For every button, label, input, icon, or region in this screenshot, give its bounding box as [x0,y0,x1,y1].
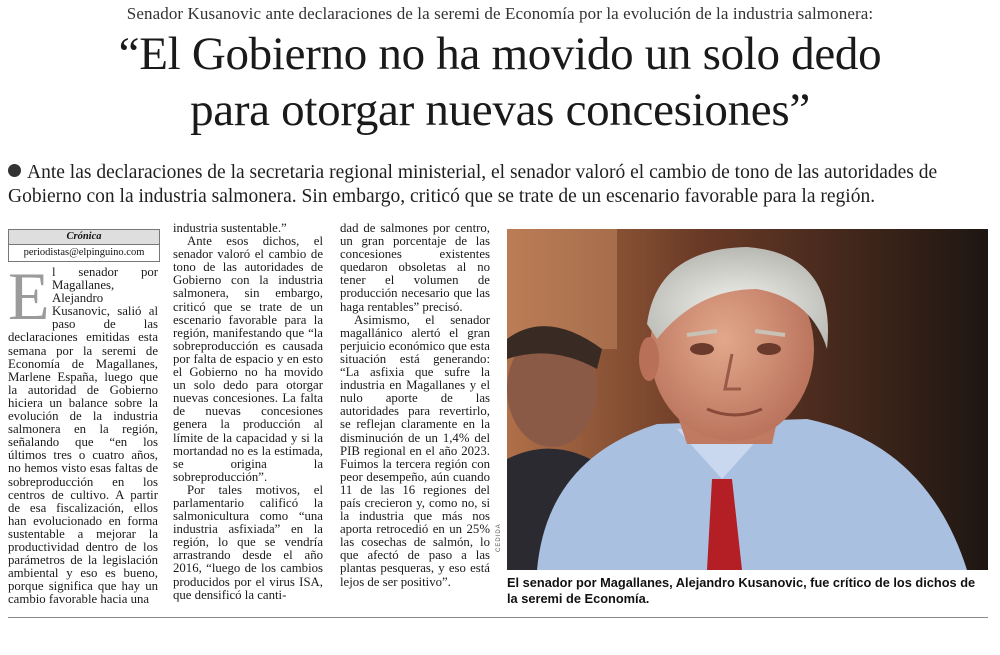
body-paragraph: Asimismo, el senador magallánico alertó el gran perjuicio económico que esta situación está generando: “La asfixia que sufre la industria en Magallanes y el nulo aporte de las autoridades para revertirlo, se reflejan claramente en la disminución de un 1,4% del PIB regional en el año 2023. Fuimos la tercera región con peor desempeño, aún cuando 11 de las 16 regiones del país crecieron y, como no, si la industria que más nos aporta retrocedió en un 25% las cosechas de salmón, lo que afectó de paso a las plantas pesqueras, y eso está lejos de ser positivo”. [340,312,490,589]
body-column-3 [340,222,490,612]
body-paragraph: dad de salmones por centro, un gran porcentaje de las concesiones existentes quedaron obsoletas al no tener el volumen de producción necesario que las haga rentables” precisó. [340,222,490,314]
byline-box [8,229,160,262]
body-paragraph: l senador por Magallanes, Alejandro Kusanovic, salió al paso de las declaraciones emitidas esta semana por la seremi de Economía de Magallanes, Marlene España, luego que la autoridad de Gobierno hiciera un balance sobre la evolución de la industria salmonera en la región, señalando que “en los últimos tres o cuatro años, no hemos visto esas faltas de sobreproducción en los centros de cultivo. A partir de esa fiscalización, ellos han evolucionado en forma sustentable a mejorar la productividad dentro de los parámetros de la legislación ambiental y eso es bueno, porque significa que hay un cambio favorable hacia una [8,266,158,607]
senator-photo [507,229,988,570]
headline [0,26,1000,139]
bottom-rule [8,617,988,618]
body-paragraph: Ante esos dichos, el senador valoró el cambio de tono de las autoridades de Gobierno con la industria salmonera, sin embargo, criticó que se trate de un escenario favorable para la región, manifestando que “la sobreproducción es causada por falta de espacio y en esto el Gobierno no ha movido un solo dedo para otorgar nuevas concesiones. La falta de nuevas concesiones genera la producción al límite de la capacidad y si la mortandad no es la estimada, se origina la sobreproducción”. [173,234,323,484]
section-label: Crónica [9,230,159,245]
body-paragraph: industria sustentable.” [173,222,287,235]
author-email: periodistas@elpinguino.com [23,247,145,258]
body-column-1 [8,266,158,612]
bullet-icon [8,164,21,177]
kicker: Senador Kusanovic ante declaraciones de la seremi de Economía por la evolución de la industria salmonera: [126,4,874,23]
photo-credit: CEDIDA [496,523,502,552]
headline-line-2: para otorgar nuevas concesiones” [190,84,810,137]
body-column-2 [173,222,323,612]
photo-caption: El senador por Magallanes, Alejandro Kusanovic, fue crítico de los dichos de la seremi de Economía. [507,575,976,606]
lead-text: Ante las declaraciones de la secretaria regional ministerial, el senador valoró el cambio de tono de las autoridades de Gobierno con la industria salmonera. Sin embargo, criticó que se trate de un escenario favorable para la región. [8,162,938,207]
headline-line-1: “El Gobierno no ha movido un solo dedo [118,28,882,80]
dropcap: E [8,266,50,334]
lead-paragraph [8,161,988,209]
body-paragraph: Por tales motivos, el parlamentario calificó la salmonicultura como “una industria asfixiada” en la región, lo que se vendría arrastrando desde el año 2016, “luego de los cambios producidos por el virus ISA, que densificó la canti- [173,482,323,602]
